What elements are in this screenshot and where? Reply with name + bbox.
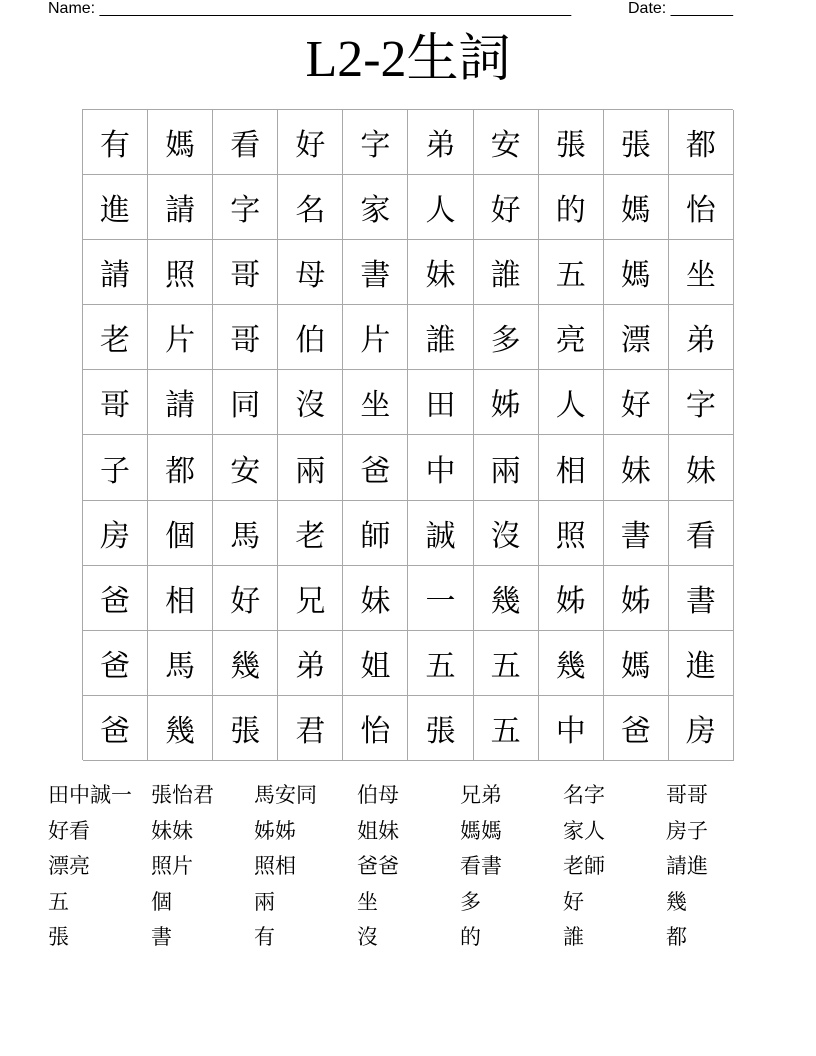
grid-cell: 幾 (213, 631, 278, 696)
word-bank-item: 誰 (563, 925, 584, 949)
grid-cell: 張 (604, 110, 669, 175)
word-bank-item: 照相 (254, 854, 296, 878)
worksheet-title: L2-2生詞 (305, 31, 511, 88)
grid-cell: 名 (278, 175, 343, 240)
word-bank-item: 老師 (563, 854, 605, 878)
word-bank-item: 張 (48, 925, 69, 949)
grid-cell: 爸 (604, 696, 669, 761)
grid-cell: 亮 (539, 305, 604, 370)
grid-cell: 媽 (604, 631, 669, 696)
word-bank-item: 媽媽 (460, 818, 502, 843)
grid-cell: 爸 (83, 631, 148, 696)
grid-cell: 哥 (213, 240, 278, 305)
date-field-label: Date: _______ (628, 0, 733, 17)
grid-cell: 房 (83, 501, 148, 566)
grid-cell: 書 (604, 501, 669, 566)
grid-cell: 弟 (669, 305, 734, 370)
grid-cell: 照 (539, 501, 604, 566)
grid-cell: 君 (278, 696, 343, 761)
grid-cell: 怡 (669, 175, 734, 240)
grid-cell: 姐 (343, 631, 408, 696)
grid-cell: 好 (278, 110, 343, 175)
grid-cell: 姊 (474, 370, 539, 435)
grid-cell: 兩 (474, 435, 539, 500)
grid-cell: 弟 (278, 631, 343, 696)
grid-cell: 張 (213, 696, 278, 761)
word-bank-item: 多 (460, 889, 481, 914)
word-bank (48, 778, 768, 956)
grid-cell: 幾 (148, 696, 213, 761)
word-bank-item: 好 (563, 889, 584, 914)
word-bank-item: 有 (254, 925, 275, 949)
grid-cell: 中 (539, 696, 604, 761)
word-bank-item: 姊姊 (254, 818, 296, 843)
grid-cell: 妹 (343, 566, 408, 631)
grid-cell: 子 (83, 435, 148, 500)
grid-cell: 都 (669, 110, 734, 175)
grid-cell: 妹 (408, 240, 473, 305)
grid-cell: 誰 (408, 305, 473, 370)
grid-cell: 都 (148, 435, 213, 500)
word-bank-item: 兄弟 (460, 783, 502, 807)
grid-cell: 請 (148, 175, 213, 240)
grid-cell: 進 (669, 631, 734, 696)
grid-cell: 相 (539, 435, 604, 500)
grid-cell: 張 (408, 696, 473, 761)
grid-cell: 哥 (213, 305, 278, 370)
grid-cell: 個 (148, 501, 213, 566)
grid-cell: 請 (83, 240, 148, 305)
word-bank-item: 名字 (563, 783, 605, 807)
grid-cell: 片 (148, 305, 213, 370)
grid-cell: 同 (213, 370, 278, 435)
word-bank-item: 漂亮 (48, 854, 90, 878)
grid-cell: 好 (213, 566, 278, 631)
grid-cell: 妹 (669, 435, 734, 500)
grid-cell: 爸 (83, 696, 148, 761)
grid-cell: 書 (669, 566, 734, 631)
grid-cell: 五 (539, 240, 604, 305)
grid-cell: 幾 (539, 631, 604, 696)
grid-cell: 五 (474, 631, 539, 696)
grid-cell: 安 (474, 110, 539, 175)
grid-cell: 書 (343, 240, 408, 305)
grid-cell: 弟 (408, 110, 473, 175)
word-bank-item: 書 (151, 925, 172, 949)
word-bank-item: 坐 (357, 889, 378, 914)
word-bank-item: 五 (48, 889, 69, 914)
grid-cell: 沒 (278, 370, 343, 435)
word-bank-item: 田中誠一 (48, 783, 132, 807)
word-bank-item: 的 (460, 925, 481, 949)
grid-cell: 人 (408, 175, 473, 240)
grid-cell: 沒 (474, 501, 539, 566)
grid-cell: 媽 (604, 175, 669, 240)
word-bank-item: 照片 (151, 854, 193, 878)
word-bank-item: 沒 (357, 925, 378, 949)
grid-cell: 看 (669, 501, 734, 566)
grid-cell: 妹 (604, 435, 669, 500)
grid-cell: 張 (539, 110, 604, 175)
grid-cell: 兩 (278, 435, 343, 500)
grid-cell: 請 (148, 370, 213, 435)
grid-cell: 馬 (148, 631, 213, 696)
word-bank-item: 都 (666, 925, 687, 949)
grid-cell: 字 (669, 370, 734, 435)
word-bank-item: 好看 (48, 818, 90, 843)
grid-cell: 相 (148, 566, 213, 631)
grid-cell: 誰 (474, 240, 539, 305)
grid-cell: 多 (474, 305, 539, 370)
word-bank-item: 兩 (254, 889, 275, 914)
grid-cell: 的 (539, 175, 604, 240)
word-bank-item: 看書 (460, 854, 502, 878)
grid-cell: 字 (343, 110, 408, 175)
grid-cell: 五 (408, 631, 473, 696)
grid-cell: 田 (408, 370, 473, 435)
word-bank-item: 個 (151, 889, 172, 914)
name-field-label: Name: _____________________________________________________ (48, 0, 572, 17)
grid-cell: 誠 (408, 501, 473, 566)
grid-cell: 看 (213, 110, 278, 175)
grid-cell: 中 (408, 435, 473, 500)
word-bank-item: 房子 (666, 818, 708, 843)
grid-cell: 伯 (278, 305, 343, 370)
grid-cell: 姊 (539, 566, 604, 631)
grid-cell: 進 (83, 175, 148, 240)
word-bank-item: 幾 (666, 889, 687, 914)
grid-cell: 片 (343, 305, 408, 370)
grid-cell: 媽 (604, 240, 669, 305)
word-bank-item: 哥哥 (666, 783, 708, 807)
word-bank-item: 馬安同 (254, 783, 317, 807)
grid-cell: 兄 (278, 566, 343, 631)
word-bank-item: 姐妹 (357, 818, 399, 843)
grid-cell: 好 (604, 370, 669, 435)
grid-cell: 安 (213, 435, 278, 500)
grid-cell: 一 (408, 566, 473, 631)
grid-cell: 幾 (474, 566, 539, 631)
grid-cell: 母 (278, 240, 343, 305)
grid-cell: 字 (213, 175, 278, 240)
grid-cell: 爸 (343, 435, 408, 500)
word-bank-item: 張怡君 (151, 783, 214, 807)
grid-cell: 坐 (343, 370, 408, 435)
grid-cell: 漂 (604, 305, 669, 370)
grid-cell: 老 (278, 501, 343, 566)
grid-cell: 馬 (213, 501, 278, 566)
header (0, 0, 816, 20)
grid-cell: 媽 (148, 110, 213, 175)
grid-cell: 五 (474, 696, 539, 761)
word-search-grid (82, 109, 733, 760)
grid-cell: 坐 (669, 240, 734, 305)
grid-cell: 好 (474, 175, 539, 240)
word-bank-item: 爸爸 (357, 854, 399, 878)
grid-cell: 人 (539, 370, 604, 435)
word-bank-item: 妹妹 (151, 818, 193, 843)
grid-cell: 爸 (83, 566, 148, 631)
grid-cell: 怡 (343, 696, 408, 761)
grid-cell: 照 (148, 240, 213, 305)
grid-cell: 房 (669, 696, 734, 761)
word-bank-item: 請進 (666, 854, 708, 878)
grid-cell: 哥 (83, 370, 148, 435)
word-bank-item: 家人 (563, 818, 605, 843)
grid-cell: 有 (83, 110, 148, 175)
grid-cell: 姊 (604, 566, 669, 631)
grid-cell: 老 (83, 305, 148, 370)
grid-cell: 師 (343, 501, 408, 566)
word-bank-item: 伯母 (357, 783, 399, 807)
grid-cell: 家 (343, 175, 408, 240)
